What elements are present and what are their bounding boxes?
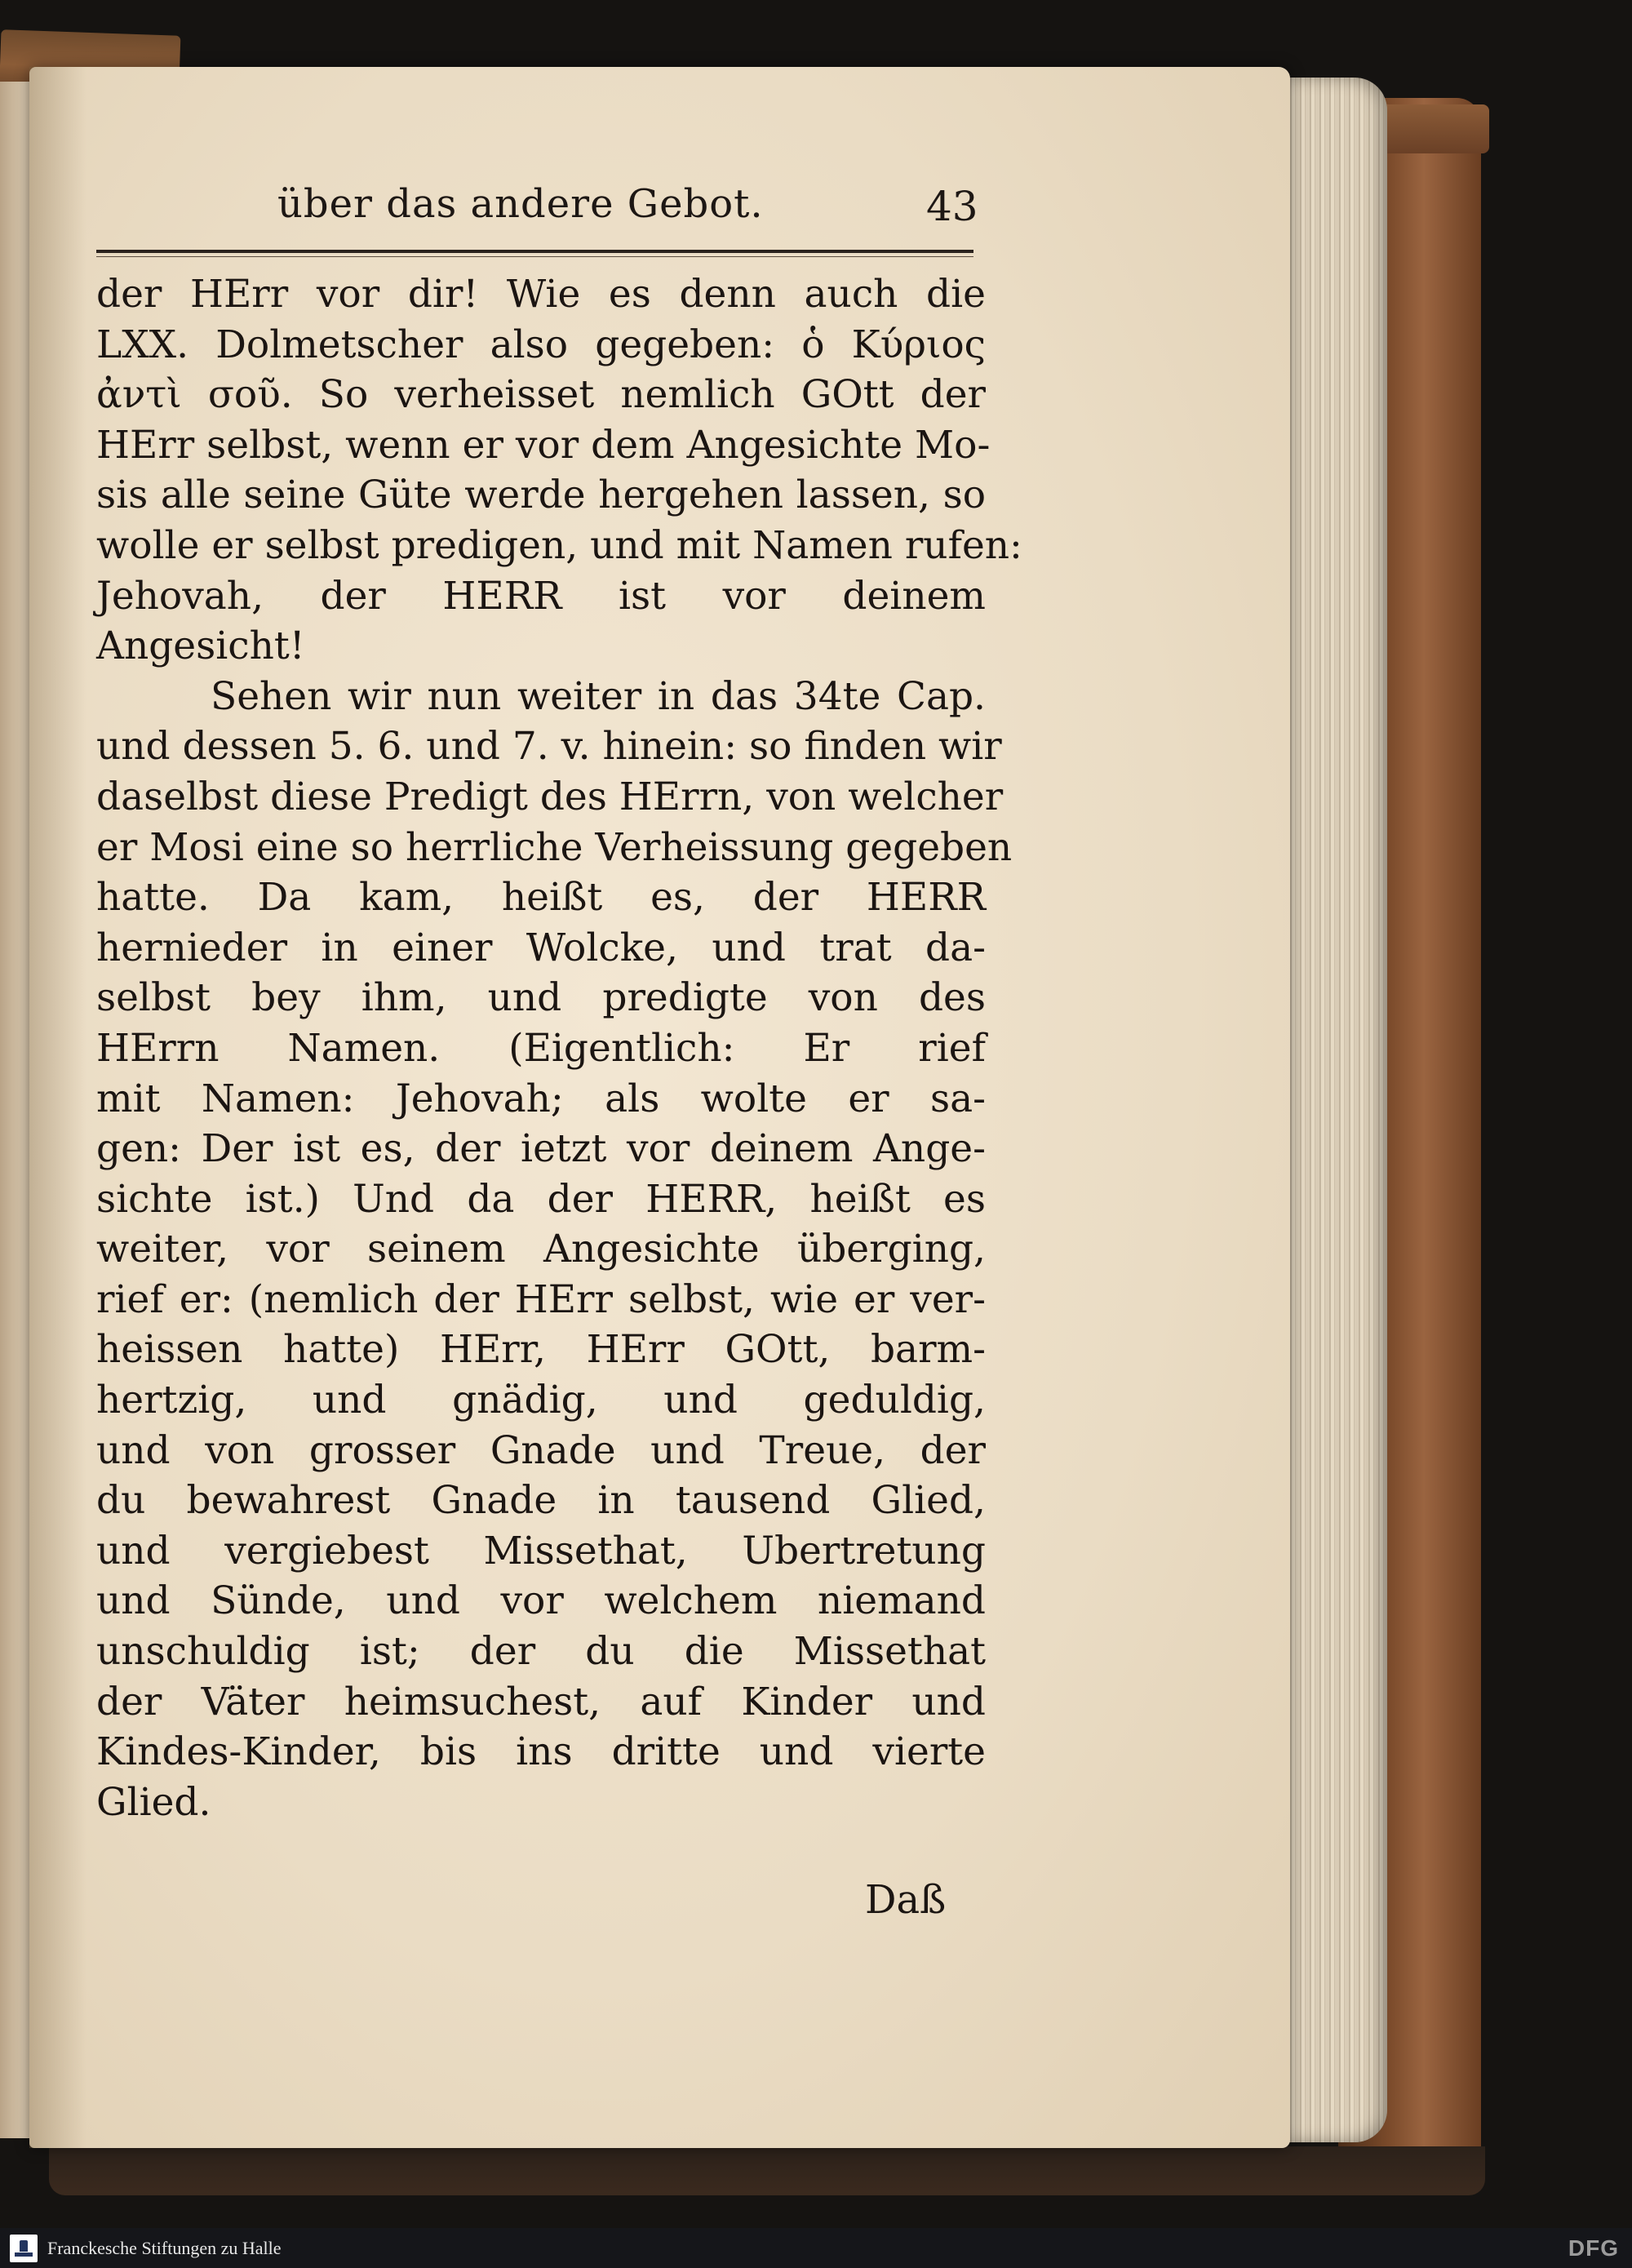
running-title: über das andere Gebot. bbox=[277, 181, 764, 227]
footer-bar bbox=[0, 2228, 1632, 2268]
text-line: selbst bey ihm, und predigte von des bbox=[96, 975, 986, 1021]
book-cover-bottom-edge bbox=[49, 2146, 1485, 2195]
text-line: heissen hatte) HErr, HErr GOtt, barm- bbox=[96, 1327, 986, 1373]
text-line: mit Namen: Jehovah; als wolte er sa- bbox=[96, 1076, 986, 1121]
text-line: sichte ist.) Und da der HERR, heißt es bbox=[96, 1176, 986, 1222]
institution-logo-icon bbox=[10, 2235, 38, 2262]
header-rule bbox=[96, 250, 973, 253]
text-line: Sehen wir nun weiter in das 34te Cap. bbox=[211, 673, 986, 719]
text-line: der HErr vor dir! Wie es denn auch die bbox=[96, 272, 986, 317]
text-line: rief er: (nemlich der HErr selbst, wie er ver- bbox=[96, 1276, 986, 1322]
text-line: gen: Der ist es, der ietzt vor deinem Ange- bbox=[96, 1126, 986, 1172]
text-line: Angesicht! bbox=[96, 624, 305, 669]
text-line: und vergiebest Missethat, Ubertretung bbox=[96, 1528, 986, 1573]
page-header bbox=[245, 181, 979, 238]
catchword: Daß bbox=[865, 1877, 947, 1923]
text-line: Kindes-Kinder, bis ins dritte und vierte bbox=[96, 1729, 986, 1775]
text-line: und Sünde, und vor welchem niemand bbox=[96, 1578, 986, 1624]
text-line: unschuldig ist; der du die Missethat bbox=[96, 1629, 986, 1675]
text-line: sis alle seine Güte werde hergehen lassen, so bbox=[96, 473, 986, 518]
text-line: HErrn Namen. (Eigentlich: Er rief bbox=[96, 1025, 986, 1071]
text-line: du bewahrest Gnade in tausend Glied, bbox=[96, 1478, 986, 1524]
page-number: 43 bbox=[926, 183, 978, 230]
text-line: wolle er selbst predigen, und mit Namen rufen: bbox=[96, 522, 1022, 568]
text-line: hatte. Da kam, heißt es, der HERR bbox=[96, 875, 986, 921]
text-line: und von grosser Gnade und Treue, der bbox=[96, 1427, 986, 1473]
text-line: weiter, vor seinem Angesichte überging, bbox=[96, 1227, 986, 1272]
text-line: der Väter heimsuchest, auf Kinder und bbox=[96, 1679, 986, 1724]
text-line: HErr selbst, wenn er vor dem Angesichte Mo- bbox=[96, 422, 991, 468]
text-line: hertzig, und gnädig, und geduldig, bbox=[96, 1378, 986, 1423]
text-line: Glied. bbox=[96, 1779, 211, 1825]
text-line: er Mosi eine so herrliche Verheissung gegeben bbox=[96, 824, 1013, 870]
body-text bbox=[96, 269, 1022, 1827]
text-line: ἀντὶ σοῦ. So verheisset nemlich GOtt der bbox=[96, 372, 986, 418]
book-cover-corner bbox=[1379, 104, 1489, 153]
dfg-mark: DFG bbox=[1568, 2235, 1619, 2261]
text-line: daselbst diese Predigt des HErrn, von welcher bbox=[96, 774, 1004, 819]
text-line: Jehovah, der HERR ist vor deinem bbox=[96, 573, 986, 619]
gutter-shadow bbox=[29, 67, 86, 2148]
text-line: hernieder in einer Wolcke, und trat da- bbox=[96, 925, 986, 970]
text-line: LXX. Dolmetscher also gegeben: ὁ Κύριος bbox=[96, 322, 986, 367]
text-line: und dessen 5. 6. und 7. v. hinein: so finden wir bbox=[96, 724, 1002, 770]
institution-name: Franckesche Stiftungen zu Halle bbox=[47, 2238, 282, 2258]
